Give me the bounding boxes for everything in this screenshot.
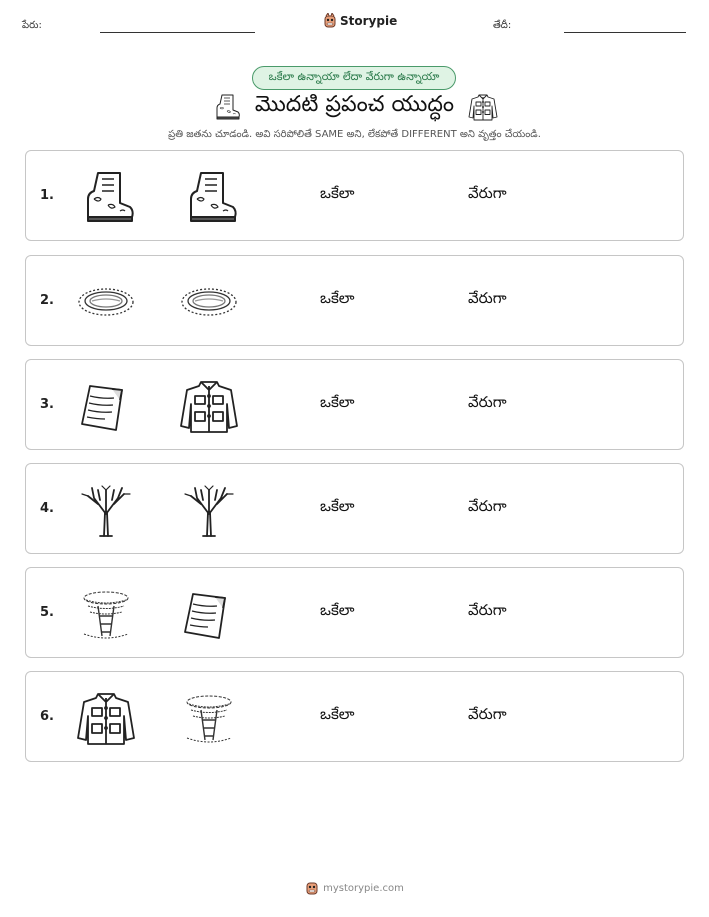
boot-icon: [76, 169, 136, 225]
page-title: మొదటి ప్రపంచ యుద్ధం: [254, 92, 455, 117]
date-label: తేదీ:: [493, 20, 512, 31]
footer-url[interactable]: mystorypie.com: [323, 882, 404, 894]
tree-icon: [179, 482, 239, 538]
letter-icon: [76, 378, 136, 434]
question-number: 3.: [40, 397, 54, 412]
same-option[interactable]: ఒకేలా: [320, 601, 355, 619]
boot-icon: [211, 92, 241, 122]
question-number: 6.: [40, 709, 54, 724]
different-option[interactable]: వేరుగా: [468, 393, 507, 411]
storypie-logo: [323, 13, 397, 29]
badge-text: ఒకేలా ఉన్నాయా లేదా వేరుగా ఉన్నాయా: [268, 70, 440, 83]
question-number: 4.: [40, 501, 54, 516]
different-option[interactable]: వేరుగా: [468, 289, 507, 307]
question-row-6: [25, 671, 684, 762]
question-row-4: [25, 463, 684, 554]
different-option[interactable]: వేరుగా: [468, 601, 507, 619]
jacket-icon: [468, 92, 498, 122]
same-option[interactable]: ఒకేలా: [320, 289, 355, 307]
mascot-icon: [323, 13, 337, 29]
mascot-icon: [305, 880, 319, 896]
question-row-1: [25, 150, 684, 241]
same-option[interactable]: ఒకేలా: [320, 497, 355, 515]
letter-icon: [179, 586, 239, 642]
same-option[interactable]: ఒకేలా: [320, 393, 355, 411]
same-option[interactable]: ఒకేలా: [320, 184, 355, 202]
worksheet-type-badge: [252, 66, 456, 90]
jacket-icon: [179, 378, 239, 434]
jacket-icon: [76, 690, 136, 746]
tree-icon: [76, 482, 136, 538]
different-option[interactable]: వేరుగా: [468, 497, 507, 515]
different-option[interactable]: వేరుగా: [468, 184, 507, 202]
trench-icon: [179, 690, 239, 746]
crater-icon: [179, 274, 239, 330]
title-row: [0, 90, 709, 124]
same-option[interactable]: ఒకేలా: [320, 705, 355, 723]
different-option[interactable]: వేరుగా: [468, 705, 507, 723]
question-row-2: [25, 255, 684, 346]
brand-name: Storypie: [340, 14, 398, 28]
question-row-5: [25, 567, 684, 658]
question-number: 2.: [40, 293, 54, 308]
crater-icon: [76, 274, 136, 330]
question-number: 1.: [40, 188, 54, 203]
footer: [0, 880, 709, 896]
date-line[interactable]: [564, 32, 686, 33]
trench-icon: [76, 586, 136, 642]
instructions: ప్రతి జతను చూడండి. అవి సరిపోలితే SAME అని, లేకపోతే DIFFERENT అని వృత్తం చేయండి.: [168, 129, 541, 140]
boot-icon: [179, 169, 239, 225]
name-line[interactable]: [100, 32, 255, 33]
question-number: 5.: [40, 605, 54, 620]
question-row-3: [25, 359, 684, 450]
name-label: పేరు:: [22, 20, 42, 31]
